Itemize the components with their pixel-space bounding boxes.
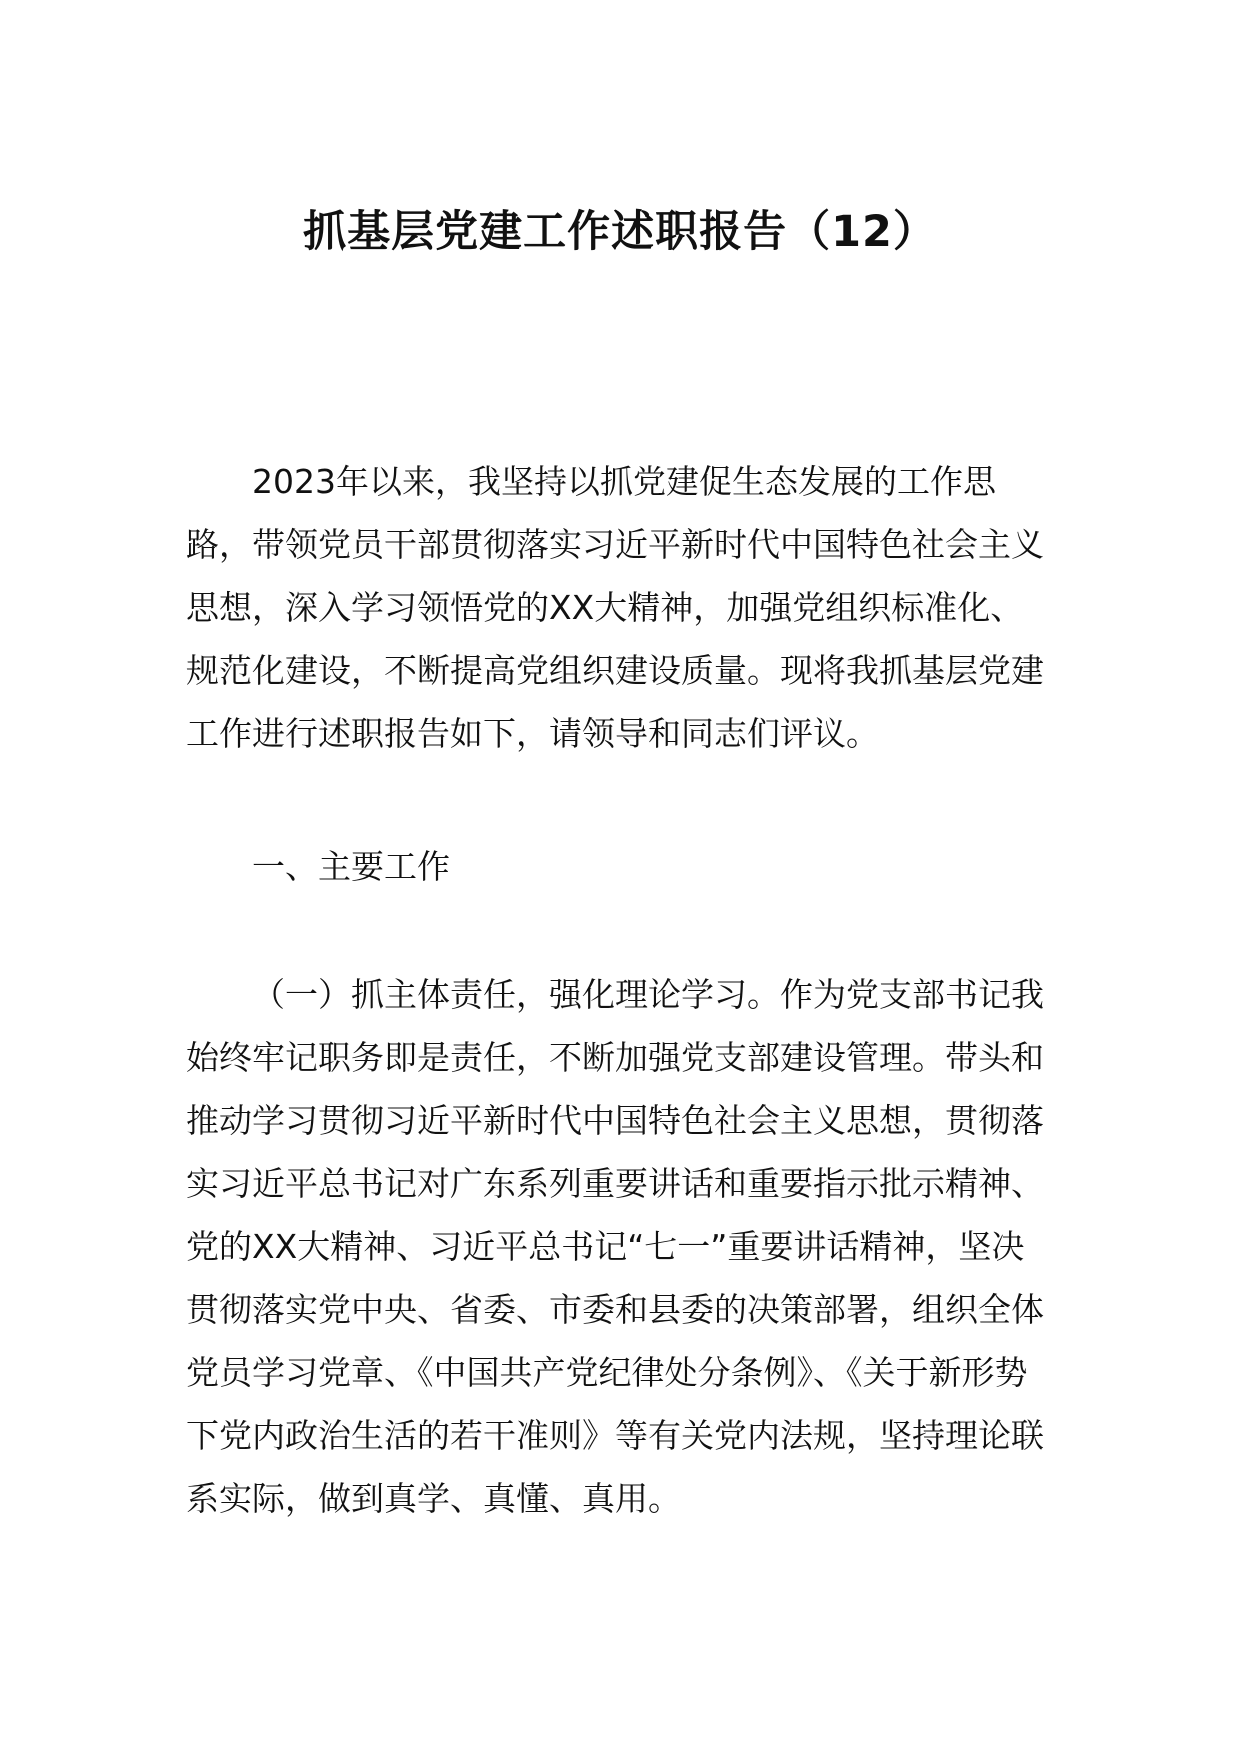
- document-title: 抓基层党建工作述职报告（12）: [303, 207, 937, 257]
- section-heading: 一、主要工作: [252, 847, 450, 886]
- section-paragraph: （一）抓主体责任，强化理论学习。作为党支部书记我始终牢记职务即是责任，不断加强党支部建设管理。带头和推动学习贯彻习近平新时代中国特色社会主义思想，贯彻落实习近平总书记对广东系列重要讲话和重要指示批示精神、党的XX大精神、习近平总书记“七一”重要讲话精神，坚决贯彻落实党中央、省委、市委和县委的决策部署，组织全体党员学习党章、《中国共产党纪律处分条例》、《关于新形势下党内政治生活的若干准则》等有关党内法规，坚持理论联系实际，做到真学、真懂、真用。: [186, 975, 1044, 1518]
- intro-paragraph: 2023年以来，我坚持以抓党建促生态发展的工作思路，带领党员干部贯彻落实习近平新时代中国特色社会主义思想，深入学习领悟党的XX大精神，加强党组织标准化、规范化建设，不断提高党组织建设质量。现将我抓基层党建工作进行述职报告如下，请领导和同志们评议。: [186, 462, 1044, 753]
